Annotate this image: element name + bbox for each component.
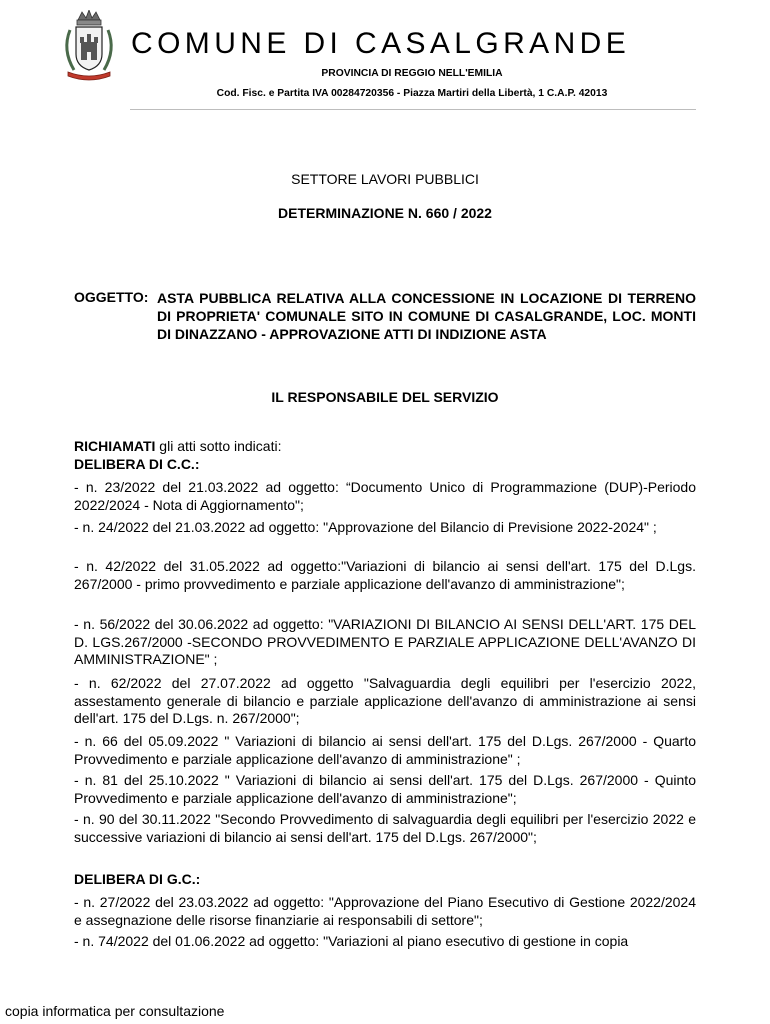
subject-text: ASTA PUBBLICA RELATIVA ALLA CONCESSIONE IN LOCAZIONE DI TERRENO DI PROPRIETA' COMUNALE SITO IN COMUNE DI CASALGRANDE, LOC. MONTI DI DINAZZANO - APPROVAZIONE ATTI DI INDIZIONE ASTA: [157, 290, 696, 342]
delibera-gc-heading: DELIBERA DI G.C.:: [74, 871, 201, 887]
delibera-cc-item: - n. 66 del 05.09.2022 " Variazioni di bilancio ai sensi dell'art. 175 del D.Lgs. 267/2000 - Quarto Provvedimento e parziale applicazione dell'avanzo di amministrazione" ;: [74, 733, 696, 767]
subject-label: OGGETTO:: [74, 289, 149, 305]
delibera-cc-heading: DELIBERA DI C.C.:: [74, 456, 200, 472]
header-divider: [130, 109, 696, 110]
delibera-gc-item: - n. 74/2022 del 01.06.2022 ad oggetto: "Variazioni al piano esecutivo di gestione in copia: [74, 933, 629, 949]
delibera-cc-item: - n. 23/2022 del 21.03.2022 ad oggetto: “Documento Unico di Programmazione (DUP)-Periodo 2022/2024 - Nota di Aggiornamento";: [74, 479, 696, 513]
determination-number: DETERMINAZIONE N. 660 / 2022: [278, 205, 492, 221]
delibera-cc-item: - n. 90 del 30.11.2022 "Secondo Provvedimento di salvaguardia degli equilibri per l'esercizio 2022 e successive variazioni di bilancio ai sensi dell'art. 175 del D.Lgs. 267/2000";: [74, 811, 696, 845]
footer-note: copia informatica per consultazione: [5, 1003, 225, 1019]
richiamati-label: RICHIAMATI: [74, 438, 156, 454]
province-line: PROVINCIA DI REGGIO NELL'EMILIA: [321, 68, 503, 79]
delibera-cc-item: - n. 24/2022 del 21.03.2022 ad oggetto: "Approvazione del Bilancio di Previsione 2022-2024" ;: [74, 519, 657, 535]
municipality-title: COMUNE DI CASALGRANDE: [131, 27, 631, 60]
municipal-coat-of-arms-icon: [60, 10, 118, 82]
delibera-cc-item: - n. 56/2022 del 30.06.2022 ad oggetto: "VARIAZIONI DI BILANCIO AI SENSI DELL'ART. 175 DEL D. LGS.267/2000 -SECONDO PROVVEDIMENTO E PARZIALE APPLICAZIONE DELL'AVANZO DI AMMINISTRAZIONE" ;: [74, 616, 696, 667]
delibera-cc-item: - n. 81 del 25.10.2022 " Variazioni di bilancio ai sensi dell'art. 175 del D.Lgs. 267/2000 - Quinto Provvedimento e parziale applicazione dell'avanzo di amministrazione";: [74, 772, 696, 806]
responsible-heading: IL RESPONSABILE DEL SERVIZIO: [271, 389, 499, 405]
delibera-gc-item: - n. 27/2022 del 23.03.2022 ad oggetto: "Approvazione del Piano Esecutivo di Gestione 2022/2024 e assegnazione delle risorse finanziarie ai responsabili di settore";: [74, 894, 696, 928]
delibera-cc-item: - n. 42/2022 del 31.05.2022 ad oggetto:"Variazioni di bilancio ai sensi dell'art. 175 del D.Lgs. 267/2000 - primo provvedimento e parziale applicazione dell'avanzo di amministrazione";: [74, 558, 696, 592]
fiscal-info-line: Cod. Fisc. e Partita IVA 00284720356 - Piazza Martiri della Libertà, 1 C.A.P. 42013: [216, 88, 608, 99]
delibera-cc-item: - n. 62/2022 del 27.07.2022 ad oggetto "Salvaguardia degli equilibri per l'esercizio 2022, assestamento generale di bilancio e parziale applicazione dell'avanzo di amministrazione ai sensi dell'art. 175 del D.Lgs. n. 267/2000";: [74, 675, 696, 726]
sector-heading: SETTORE LAVORI PUBBLICI: [291, 171, 479, 187]
richiamati-line: [74, 438, 696, 456]
richiamati-text: gli atti sotto indicati:: [155, 438, 282, 454]
